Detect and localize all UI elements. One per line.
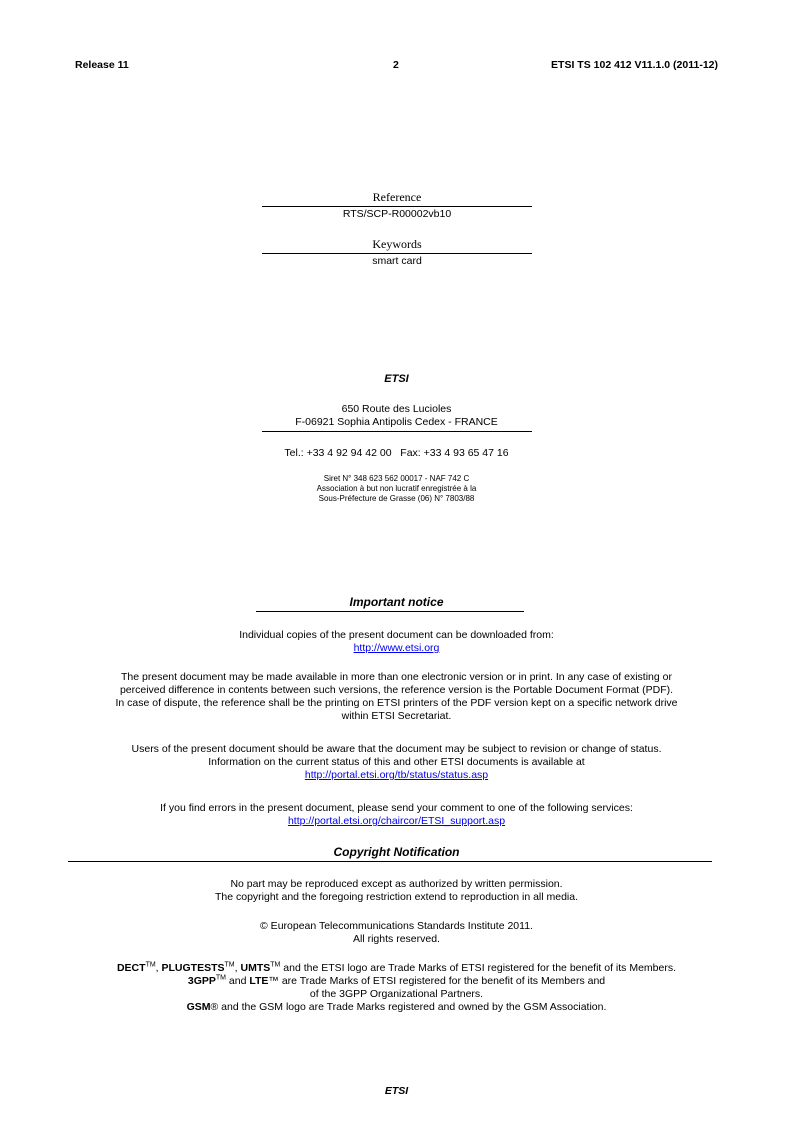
keywords-label: Keywords <box>372 237 422 251</box>
header-page-number: 2 <box>393 59 399 71</box>
trademark-line1: DECT™, PLUGTESTS™, UMTS™ and the ETSI logo are Trade Marks of ETSI registered for the benefit of its Members. <box>116 961 677 974</box>
header-doc-id: ETSI TS 102 412 V11.1.0 (2011-12) <box>551 59 718 71</box>
reference-rule <box>262 206 532 207</box>
download-text: Individual copies of the present document can be downloaded from: <box>239 629 554 641</box>
etsi-siret: Siret N° 348 623 562 00017 - NAF 742 C <box>323 474 470 483</box>
etsi-phone-fax: Tel.: +33 4 92 94 42 00 Fax: +33 4 93 65 47 16 <box>284 447 509 459</box>
download-link[interactable]: http://www.etsi.org <box>353 642 440 654</box>
etsi-address-line1: 650 Route des Lucioles <box>341 403 452 415</box>
keywords-rule <box>262 253 532 254</box>
important-notice-rule <box>256 611 524 612</box>
important-notice-title: Important notice <box>349 595 444 609</box>
etsi-address-rule <box>262 431 532 432</box>
reference-label: Reference <box>372 190 422 204</box>
notice-para1-line1: The present document may be made available in more than one electronic version or in print. In any case of existing or <box>121 671 672 683</box>
tm-gsm: GSM <box>186 1001 211 1013</box>
trademark-line4: GSM® and the GSM logo are Trade Marks registered and owned by the GSM Association. <box>186 1001 607 1013</box>
copyright-line1: No part may be reproduced except as authorized by written permission. <box>230 878 563 890</box>
keywords-value: smart card <box>372 255 422 267</box>
etsi-address-line2: F-06921 Sophia Antipolis Cedex - FRANCE <box>295 416 498 428</box>
tm-dect: DECT <box>116 962 146 974</box>
tm-plugtests: PLUGTESTS <box>161 962 225 974</box>
tm-umts: UMTS <box>240 962 271 974</box>
copyright-rule <box>68 861 712 862</box>
notice-para1-line3: In case of dispute, the reference shall be the printing on ETSI printers of the PDF version kept on a specific network drive <box>115 697 678 709</box>
copyright-title: Copyright Notification <box>333 845 460 859</box>
notice-para2-line1: Users of the present document should be aware that the document may be subject to revision or change of status. <box>131 743 662 755</box>
footer-etsi: ETSI <box>384 1085 409 1097</box>
status-link[interactable]: http://portal.etsi.org/tb/status/status.asp <box>304 769 489 781</box>
etsi-association: Association à but non lucratif enregistrée à la <box>316 484 477 493</box>
copyright-line3: © European Telecommunications Standards Institute 2011. <box>260 920 533 932</box>
notice-para2-line2: Information on the current status of this and other ETSI documents is available at <box>208 756 585 768</box>
etsi-prefecture: Sous-Préfecture de Grasse (06) N° 7803/88 <box>318 494 475 503</box>
header-release: Release 11 <box>75 59 129 71</box>
notice-para1-line2: perceived difference in contents between such versions, the reference version is the Portable Document Format (PDF). <box>119 684 674 696</box>
notice-para3: If you find errors in the present document, please send your comment to one of the following services: <box>160 802 633 814</box>
copyright-line4: All rights reserved. <box>353 933 440 945</box>
support-link[interactable]: http://portal.etsi.org/chaircor/ETSI_support.asp <box>287 815 506 827</box>
notice-para1-line4: within ETSI Secretariat. <box>341 710 452 722</box>
copyright-line2: The copyright and the foregoing restriction extend to reproduction in all media. <box>214 891 579 903</box>
reference-value: RTS/SCP-R00002vb10 <box>342 208 452 220</box>
trademark-line3: of the 3GPP Organizational Partners. <box>309 988 484 1000</box>
trademark-line2: 3GPP™ and LTE™ are Trade Marks of ETSI registered for the benefit of its Members and <box>187 974 606 987</box>
tm-3gpp: 3GPP <box>187 975 216 987</box>
etsi-name: ETSI <box>384 373 409 385</box>
tm-lte: LTE <box>249 975 269 987</box>
